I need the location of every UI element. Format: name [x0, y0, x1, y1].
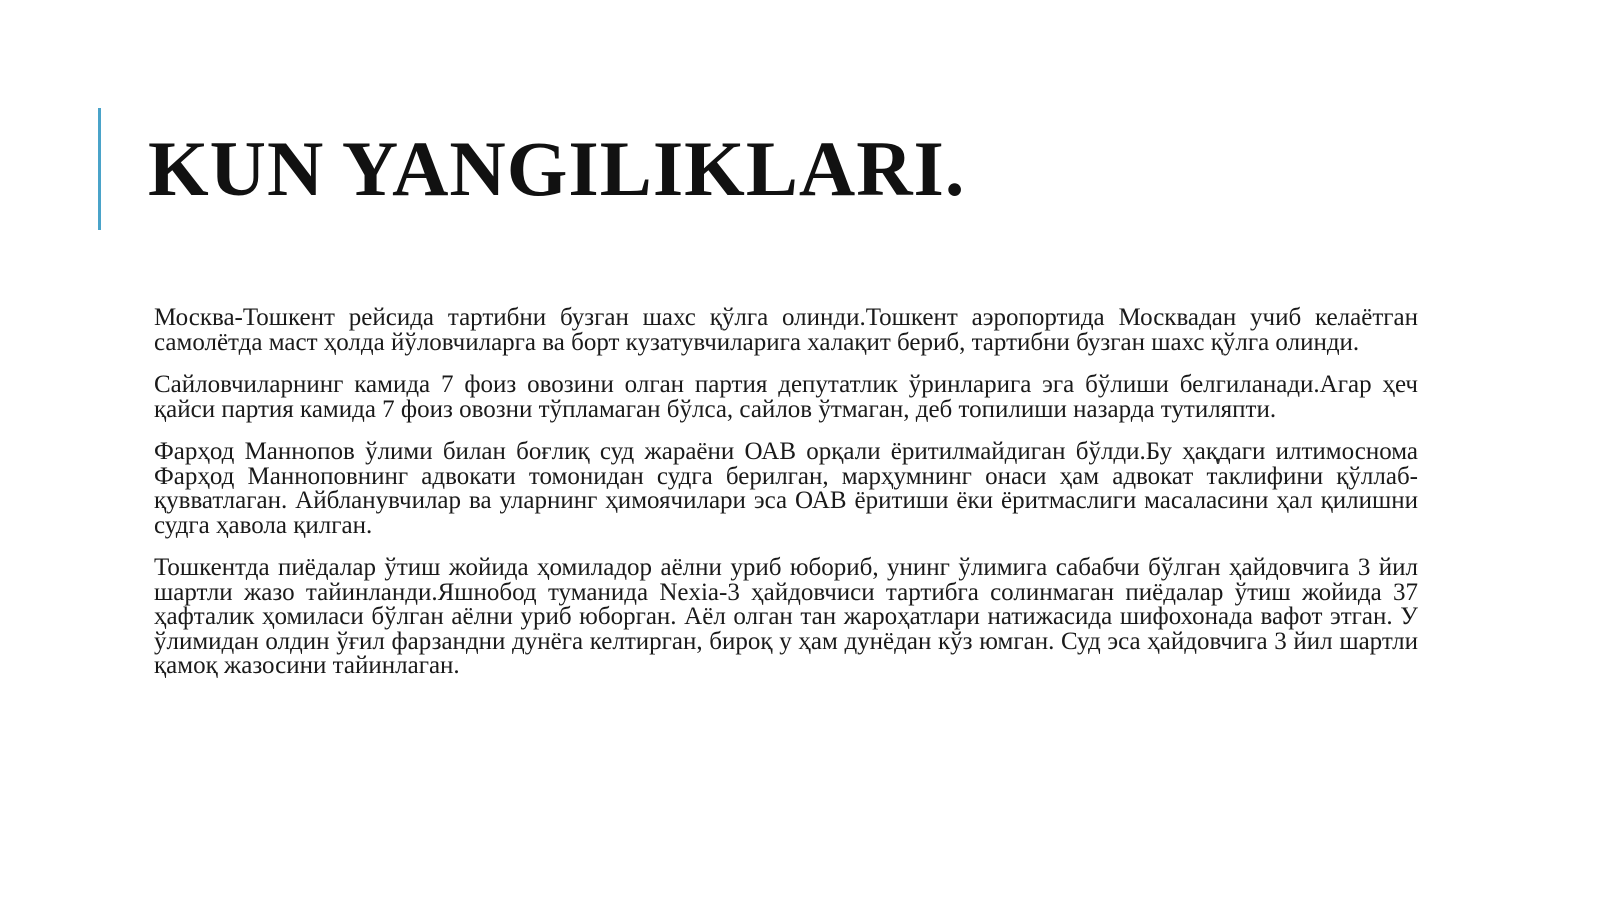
- news-paragraph-3: Фарҳод Маннопов ўлими билан боғлиқ суд жараёни ОАВ орқали ёритилмайдиган бўлди.Бу ҳақдаги илтимоснома Фарҳод Манноповнинг адвокати томонидан судга берилган, марҳумнинг онаси ҳам адвокат таклифини қўллаб-қувватлаган. Айбланувчилар ва уларнинг ҳимоячилари эса ОАВ ёритиши ёки ёритмаслиги масаласини ҳал қилишни судга ҳавола қилган.: [154, 438, 1418, 539]
- slide-title: KUN YANGILIKLARI.: [148, 125, 966, 212]
- news-paragraph-2: Сайловчиларнинг камида 7 фоиз овозини олган партия депутатлик ўринларига эга бўлиши белгиланади.Агар ҳеч қайси партия камида 7 фоиз овозни тўпламаган бўлса, сайлов ўтмаган, деб топилиши назарда тутиляпти.: [154, 371, 1418, 423]
- news-content: [154, 306, 1418, 697]
- title-accent-bar: [98, 108, 101, 230]
- news-paragraph-4: Тошкентда пиёдалар ўтиш жойида ҳомиладор аёлни уриб юбориб, унинг ўлимига сабабчи бўлган ҳайдовчига 3 йил шартли жазо тайинланди.Яшнобод туманида Nexia-3 ҳайдовчиси тартибга солинмаган пиёдалар ўтиш жойида 37 ҳафталик ҳомиласи бўлган аёлни уриб юборган. Аёл олган тан жароҳатлари натижасида шифохонада вафот этган. У ўлимидан олдин ўғил фарзандни дунёга келтирган, бироқ у ҳам дунёдан кўз юмган. Суд эса ҳайдовчига 3 йил шартли қамоқ жазосини тайинлаган.: [154, 554, 1418, 679]
- news-paragraph-1: Москва-Тошкент рейсида тартибни бузган шахс қўлга олинди.Тошкент аэропортида Москвадан учиб келаётган самолётда маст ҳолда йўловчиларга ва борт кузатувчиларига халақит бериб, тартибни бузган шахс қўлга олинди.: [154, 304, 1418, 356]
